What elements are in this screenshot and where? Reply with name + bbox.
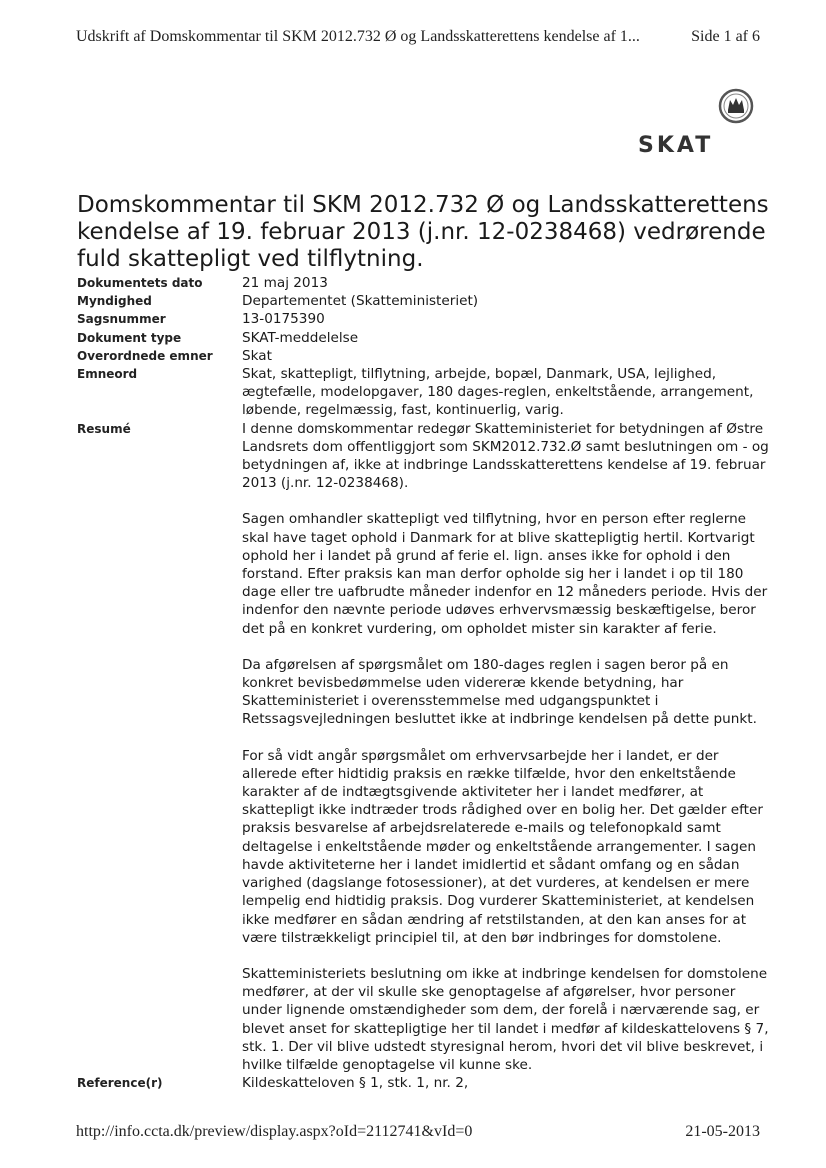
meta-row-sagsnummer — [77, 310, 777, 328]
myndighed-value: Departementet (Skatteministeriet) — [242, 293, 479, 310]
print-header — [76, 28, 760, 46]
document-metadata — [77, 274, 777, 1092]
print-header-page: Side 1 af 6 — [691, 28, 760, 45]
resume-paragraph: Skatteministeriets beslutning om ikke at indbringe kendelsen for domstolene medfører, at der vil skulle ske genoptagelse af afgørelser, hvor personer under lignende omstændigheder som dem, der forelå i nærværende sag, er blevet anset for skattepligtige her til landet i medfør af kildeskattelovens § 7, stk. 1. Der vil blive udstedt styresignal herom, hvori det vil blive beskrevet, i hvilke tilfælde genoptagelse vil kunne ske. — [242, 965, 769, 1073]
meta-row-myndighed — [77, 292, 777, 310]
meta-row-reference — [77, 1074, 777, 1092]
document-title: Domskommentar til SKM 2012.732 Ø og Landsskatterettens kendelse af 19. februar 2013 (j.nr. 12-0238468) vedrørende fuld skattepligt ved tilflytning. — [77, 192, 769, 272]
print-footer-url: http://info.ccta.dk/preview/display.aspx?oId=2112741&vId=0 — [76, 1123, 473, 1140]
sagsnummer-label: Sagsnummer — [77, 312, 166, 327]
myndighed-label: Myndighed — [77, 294, 152, 309]
dato-value: 21 maj 2013 — [242, 275, 328, 291]
dato-label: Dokumentets dato — [77, 276, 203, 290]
resume-value — [242, 420, 772, 1075]
print-header-title: Udskrift af Domskommentar til SKM 2012.732 Ø og Landsskatterettens kendelse af 1... — [76, 28, 640, 45]
meta-row-dato — [77, 274, 777, 292]
type-value: SKAT-meddelelse — [242, 329, 359, 346]
emner-label: Overordnede emner — [77, 348, 213, 363]
reference-value: Kildeskatteloven § 1, stk. 1, nr. 2, — [242, 1075, 469, 1092]
sagsnummer-value: 13-0175390 — [242, 311, 325, 328]
crown-emblem-icon — [636, 88, 756, 158]
print-footer-date: 21-05-2013 — [685, 1123, 760, 1140]
meta-row-resume — [77, 420, 777, 1075]
meta-row-emneord — [77, 365, 777, 420]
resume-paragraph: I denne domskommentar redegør Skatteministeriet for betydningen af Østre Landsrets dom offentliggjort som SKM2012.732.Ø samt beslutningen om - og betydningen af, ikke at indbringe Landsskatterettens kendelse af 19. februar 2013 (j.nr. 12-0238468). — [242, 420, 769, 492]
reference-label: Reference(r) — [77, 1076, 163, 1091]
emneord-label: Emneord — [77, 367, 138, 382]
resume-paragraph: For så vidt angår spørgsmålet om erhvervsarbejde her i landet, er der allerede efter hidtidig praksis en række tilfælde, hvor den enkeltstående karakter af de indtægtsgivende aktiviteter her i landet medfører, at skattepligt ikke indtræder trods rådighed over en bolig her. Det gælder efter praksis besvarelse af arbejdsrelaterede e-mails og telefonopkald samt deltagelse i enkeltstående møder og enkeltstående arrangementer. I sagen havde aktiviteterne her i landet imidlertid et sådant omfang og en sådan varighed (dagslange fotosessioner), at det vurderes, at kendelsen er mere lempelig end hidtidig praksis. Dog vurderer Skatteministeriet, at kendelsen ikke medfører en sådan ændring af retstilstanden, at den kan anses for at være tilstrækkeligt principiel til, at den bør indbringes for domstolene. — [242, 747, 763, 946]
skat-logo — [636, 88, 756, 158]
meta-row-type — [77, 329, 777, 347]
emner-value: Skat — [242, 347, 272, 364]
meta-row-emner — [77, 347, 777, 365]
resume-paragraph: Da afgørelsen af spørgsmålet om 180-dages reglen i sagen beror på en konkret bevisbedømmelse uden videreræ kkende betydning, har Skatteministeriet i overensstemmelse med udgangspunktet i Retssagsvejledningen besluttet ikke at indbringe kendelsen på dette punkt. — [242, 656, 757, 728]
resume-label: Resumé — [77, 421, 131, 436]
skat-wordmark: SKAT — [638, 133, 714, 158]
print-footer — [76, 1123, 760, 1141]
emneord-value: Skat, skattepligt, tilflytning, arbejde, bopæl, Danmark, USA, lejlighed, ægtefælle, modelopgaver, 180 dages-reglen, enkeltstående, arrangement, løbende, regelmæssig, fast, kontinuerlig, varig. — [242, 366, 754, 419]
type-label: Dokument type — [77, 330, 182, 345]
resume-paragraph: Sagen omhandler skattepligt ved tilflytning, hvor en person efter reglerne skal have taget ophold i Danmark for at blive skattepligtig hertil. Kortvarigt ophold her i landet på grund af ferie el. lign. anses ikke for ophold i den forstand. Efter praksis kan man derfor opholde sig her i landet i op til 180 dage eller tre uafbrudte måneder indenfor en 12 måneders periode. Hvis der indenfor den nævnte periode udøves erhvervsmæssig beskæftigelse, beror det på en konkret vurdering, om opholdet mister sin karakter af ferie. — [242, 511, 768, 637]
